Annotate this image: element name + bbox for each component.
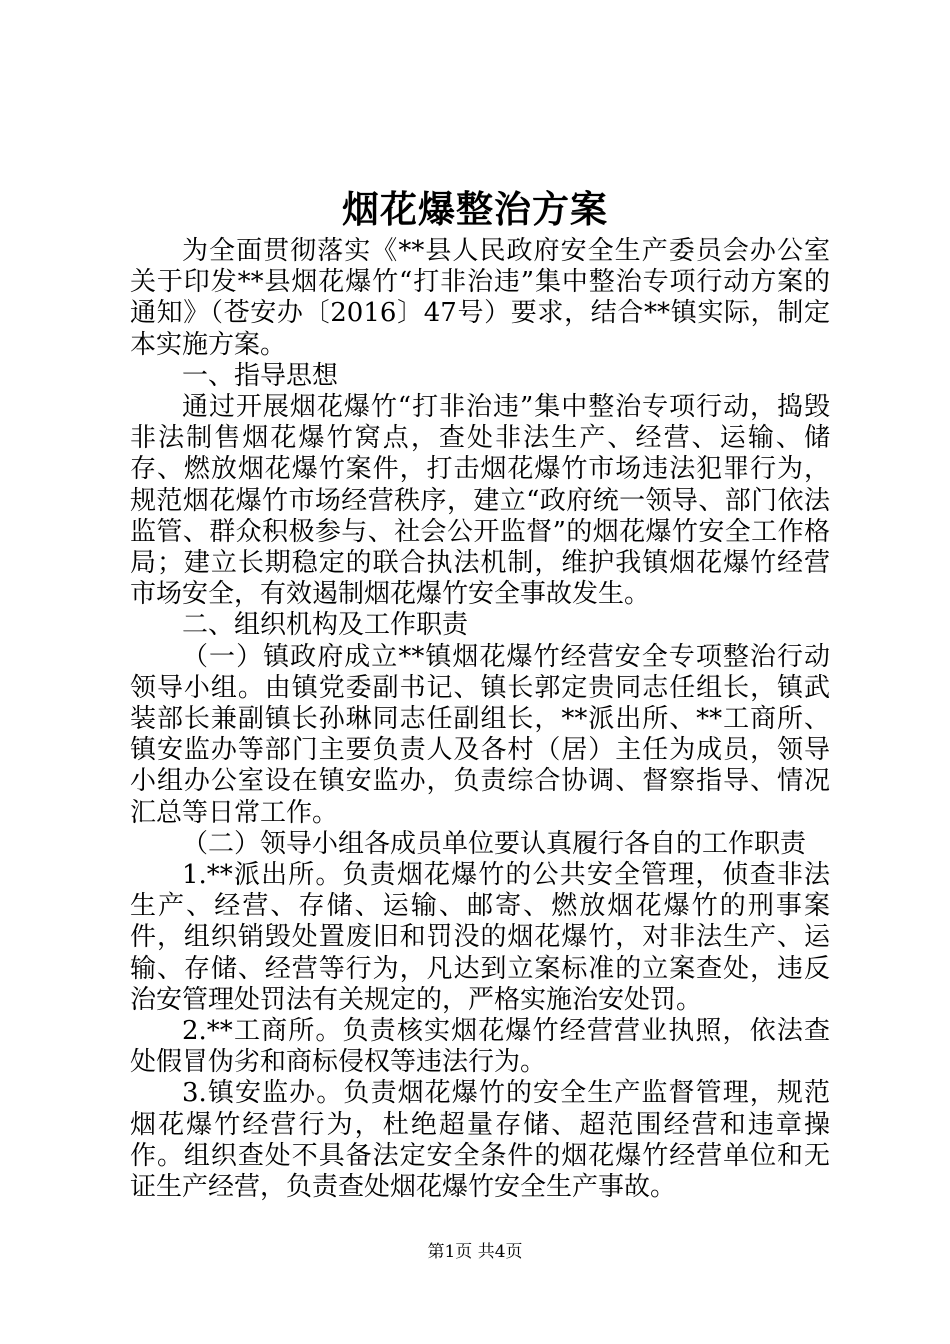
paragraph-guiding-thought: 通过开展烟花爆竹“打非治违”集中整治专项行动，捣毁非法制售烟花爆竹窝点，查处非法生产、经营、运输、储存、燃放烟花爆竹案件，打击烟花爆竹市场违法犯罪行为，规范烟花爆竹市场经营秩序，建立“政府统一领导、部门依法监管、群众积极参与、社会公开监督”的烟花爆竹安全工作格局；建立长期稳定的联合执法机制，维护我镇烟花爆竹经营市场安全，有效遏制烟花爆竹安全事故发生。 bbox=[130, 392, 830, 610]
paragraph-leading-group: （一）镇政府成立**镇烟花爆竹经营安全专项整治行动领导小组。由镇党委副书记、镇长郭定贵同志任组长，镇武装部长兼副镇长孙琳同志任副组长，**派出所、**工商所、镇安监办等部门主要负责人及各村（居）主任为成员，领导小组办公室设在镇安监办，负责综合协调、督察指导、情况汇总等日常工作。 bbox=[130, 641, 830, 828]
page-footer: 第1页 共4页 bbox=[427, 1242, 523, 1262]
paragraph-intro: 为全面贯彻落实《**县人民政府安全生产委员会办公室关于印发**县烟花爆竹“打非治违”集中整治专项行动方案的通知》（苍安办〔2016〕47号）要求，结合**镇实际，制定本实施方案。 bbox=[130, 236, 830, 360]
paragraph-business-office: 2.**工商所。负责核实烟花爆竹经营营业执照，依法查处假冒伪劣和商标侵权等违法行为。 bbox=[130, 1016, 830, 1078]
document-body bbox=[130, 236, 830, 1203]
heading-guiding-thought: 一、指导思想 bbox=[182, 360, 339, 391]
paragraph-police-station: 1.**派出所。负责烟花爆竹的公共安全管理，侦查非法生产、经营、存储、运输、邮寄、燃放烟花爆竹的刑事案件，组织销毁处置废旧和罚没的烟花爆竹，对非法生产、运输、存储、经营等行为，凡达到立案标准的立案查处，违反治安管理处罚法有关规定的，严格实施治安处罚。 bbox=[130, 860, 830, 1015]
paragraph-safety-office: 3.镇安监办。负责烟花爆竹的安全生产监督管理，规范烟花爆竹经营行为，杜绝超量存储、超范围经营和违章操作。组织查处不具备法定安全条件的烟花爆竹经营单位和无证生产经营，负责查处烟花爆竹安全生产事故。 bbox=[130, 1078, 830, 1203]
paragraph-member-duties: （二）领导小组各成员单位要认真履行各自的工作职责 bbox=[182, 828, 807, 859]
document-title: 烟花爆整治方案 bbox=[342, 187, 608, 231]
heading-organization: 二、组织机构及工作职责 bbox=[182, 610, 469, 641]
